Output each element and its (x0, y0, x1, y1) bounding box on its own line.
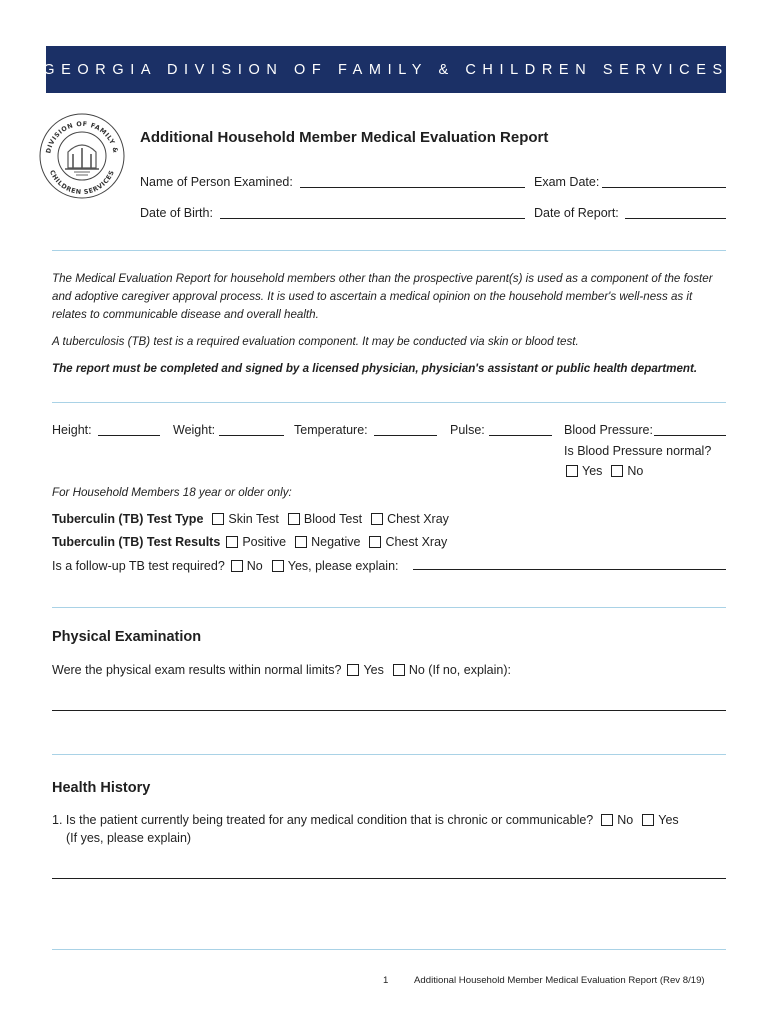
blood-pressure-label: Blood Pressure: (564, 423, 653, 437)
physical-no-label: No (If no, explain): (408, 663, 511, 677)
tb-result-option: Positive (242, 535, 287, 549)
history-q1-yes-label: Yes (658, 813, 679, 827)
adults-only-note: For Household Members 18 year or older only: (52, 486, 292, 499)
divider (52, 402, 726, 403)
exam-date-field[interactable] (602, 187, 726, 188)
physical-exam-heading: Physical Examination (52, 629, 202, 645)
agency-banner (43, 46, 729, 93)
report-date-label: Date of Report: (534, 206, 619, 220)
tb-skin-test-checkbox[interactable] (212, 513, 224, 525)
history-q1-row (52, 811, 679, 829)
tb-type-label: Tuberculin (TB) Test Type (52, 512, 204, 526)
svg-text:DIVISION OF FAMILY &: DIVISION OF FAMILY & (44, 119, 120, 155)
tb-followup-yes-label: Yes, please explain: (287, 559, 399, 573)
weight-label: Weight: (173, 423, 216, 437)
tb-blood-test-checkbox[interactable] (288, 513, 300, 525)
tb-requirement-note: A tuberculosis (TB) test is a required evaluation component. It may be conducted via skin or blood test. (52, 335, 579, 348)
temperature-label: Temperature: (294, 423, 368, 437)
bp-normal-options (566, 462, 643, 480)
physical-yes-label: Yes (363, 663, 384, 677)
dob-label: Date of Birth: (140, 206, 213, 220)
bp-no-label: No (627, 464, 644, 478)
tb-positive-checkbox[interactable] (226, 536, 238, 548)
physical-yes-checkbox[interactable] (347, 664, 359, 676)
tb-followup-row (52, 557, 399, 575)
exam-date-label: Exam Date: (534, 175, 600, 189)
tb-type-option: Chest Xray (387, 512, 449, 526)
bp-normal-question: Is Blood Pressure normal? (564, 444, 712, 458)
tb-results-row (52, 533, 447, 551)
intro-paragraph: The Medical Evaluation Report for household members other than the prospective parent(s) is used as a component of the foster and adoptive caregiver approval process. It is used to ascertain a medical opinion on the household member's well-ness as it relates to communicable disease and overall health. (52, 272, 713, 321)
height-label: Height: (52, 423, 92, 437)
tb-followup-question: Is a follow-up TB test required? (52, 559, 225, 573)
history-q1-text: 1. Is the patient currently being treated for any medical condition that is chronic or communicable? (52, 813, 594, 827)
tb-result-chest-xray-checkbox[interactable] (369, 536, 381, 548)
tb-chest-xray-checkbox[interactable] (371, 513, 383, 525)
height-field[interactable] (98, 435, 160, 436)
history-q1-explain-field[interactable] (52, 878, 726, 879)
tb-negative-checkbox[interactable] (295, 536, 307, 548)
blood-pressure-field[interactable] (654, 435, 726, 436)
tb-result-option: Negative (311, 535, 361, 549)
divider (52, 949, 726, 950)
report-date-field[interactable] (625, 218, 726, 219)
weight-field[interactable] (219, 435, 284, 436)
agency-name: GEORGIA DIVISION OF FAMILY & CHILDREN SERVICES (43, 61, 729, 78)
history-q1-no-checkbox[interactable] (601, 814, 613, 826)
divider (52, 607, 726, 608)
bp-yes-label: Yes (582, 464, 603, 478)
name-field[interactable] (300, 187, 525, 188)
signature-requirement: The report must be completed and signed by a licensed physician, physician's assistant or public health department. (52, 362, 698, 375)
tb-followup-no-checkbox[interactable] (231, 560, 243, 572)
history-q1-note: (If yes, please explain) (66, 831, 192, 845)
tb-followup-no-label: No (246, 559, 263, 573)
state-seal-logo (38, 112, 126, 200)
name-label: Name of Person Examined: (140, 175, 293, 189)
tb-type-row (52, 510, 449, 528)
physical-exam-question: Were the physical exam results within normal limits? (52, 663, 342, 677)
dob-field[interactable] (220, 218, 525, 219)
tb-result-option: Chest Xray (385, 535, 448, 549)
tb-followup-yes-checkbox[interactable] (272, 560, 284, 572)
divider (52, 754, 726, 755)
history-q1-yes-checkbox[interactable] (642, 814, 654, 826)
bp-no-checkbox[interactable] (611, 465, 623, 477)
footer-text: Additional Household Member Medical Evaluation Report (Rev 8/19) (414, 975, 705, 986)
history-q1-no-label: No (617, 813, 634, 827)
tb-type-option: Skin Test (228, 512, 279, 526)
pulse-field[interactable] (489, 435, 552, 436)
physical-explain-field[interactable] (52, 710, 726, 711)
divider (52, 250, 726, 251)
temperature-field[interactable] (374, 435, 437, 436)
tb-followup-explain-field[interactable] (413, 569, 726, 570)
tb-results-label: Tuberculin (TB) Test Results (52, 535, 221, 549)
bp-yes-checkbox[interactable] (566, 465, 578, 477)
physical-no-checkbox[interactable] (393, 664, 405, 676)
physical-exam-row (52, 661, 511, 679)
report-title: Additional Household Member Medical Evaluation Report (140, 129, 549, 146)
tb-type-option: Blood Test (303, 512, 363, 526)
health-history-heading: Health History (52, 780, 151, 796)
svg-text:CHILDREN SERVICES: CHILDREN SERVICES (47, 168, 117, 197)
pulse-label: Pulse: (450, 423, 485, 437)
page-number: 1 (383, 975, 389, 986)
